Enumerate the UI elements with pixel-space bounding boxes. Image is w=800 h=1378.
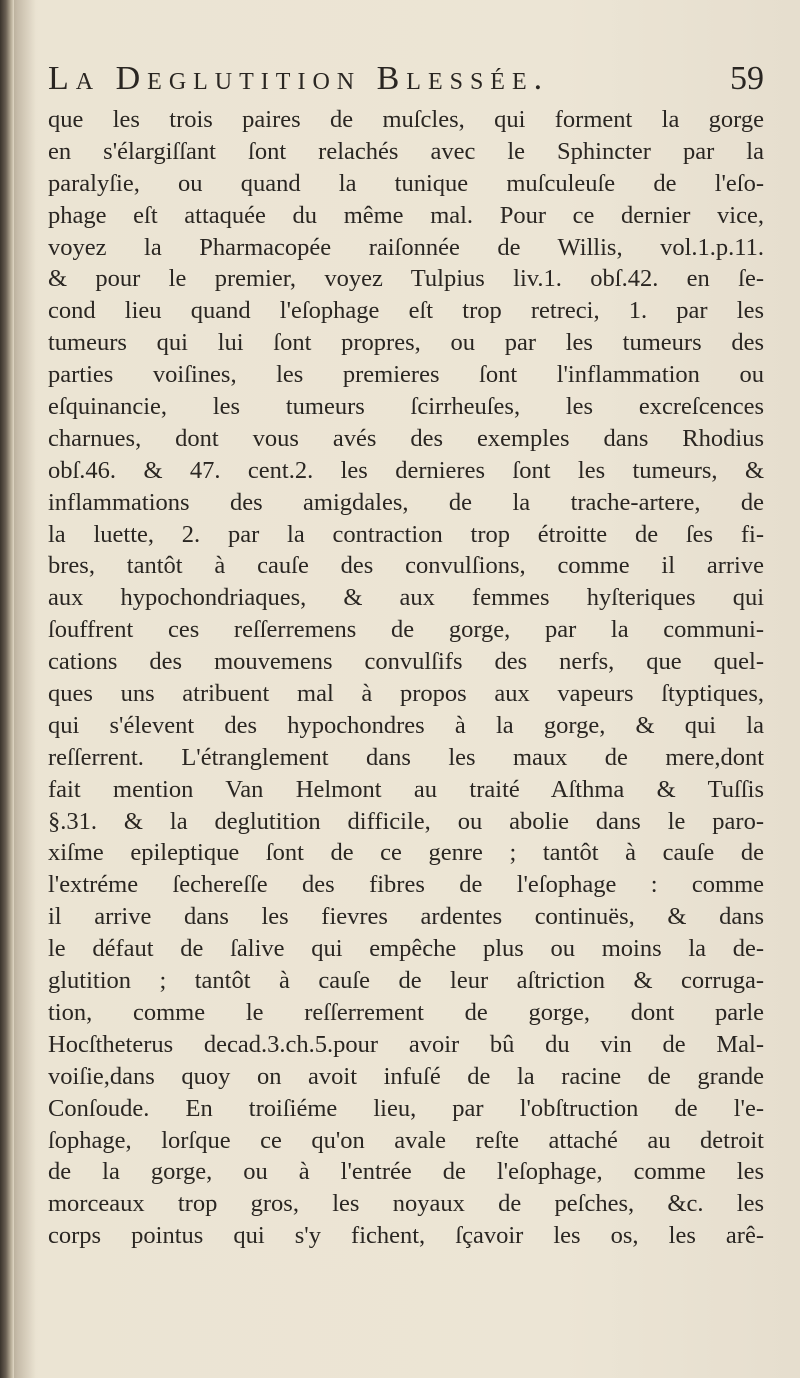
text-line: il arrive dans les fievres ardentes continuës, & dans: [48, 903, 764, 931]
text-line: le défaut de ſalive qui empêche plus ou moins la de-: [48, 935, 764, 963]
text-line: l'extréme ſechereſſe des fibres de l'eſophage : comme: [48, 871, 764, 899]
text-line: inflammations des amigdales, de la trache-artere, de: [48, 488, 764, 516]
text-line: en s'élargiſſant ſont relachés avec le Sphincter par la: [48, 137, 764, 165]
binding-edge: [0, 0, 14, 1378]
text-line: la luette, 2. par la contraction trop étroitte de ſes fi-: [48, 520, 764, 548]
text-line: obſ.46. & 47. cent.2. les dernieres ſont les tumeurs, &: [48, 456, 764, 484]
text-line: xiſme epileptique ſont de ce genre ; tantôt à cauſe de: [48, 839, 764, 867]
text-line: glutition ; tantôt à cauſe de leur aſtriction & corruga-: [48, 967, 764, 995]
text-line: Conſoude. En troiſiéme lieu, par l'obſtruction de l'e-: [48, 1094, 764, 1122]
text-line: charnues, dont vous avés des exemples dans Rhodius: [48, 424, 764, 452]
text-line: morceaux trop gros, les noyaux de peſches, &c. les: [48, 1190, 764, 1218]
text-line: tumeurs qui lui ſont propres, ou par les tumeurs des: [48, 329, 764, 357]
text-line: voyez la Pharmacopée raiſonnée de Willis, vol.1.p.11.: [48, 233, 764, 261]
text-line: qui s'élevent des hypochondres à la gorge, & qui la: [48, 711, 764, 739]
text-line: eſquinancie, les tumeurs ſcirrheuſes, les excreſcences: [48, 393, 764, 421]
spine-shadow: [14, 0, 36, 1378]
text-line: paralyſie, ou quand la tunique muſculeuſe de l'eſo-: [48, 169, 764, 197]
text-line: parties voiſines, les premieres ſont l'inflammation ou: [48, 361, 764, 389]
text-line: que les trois paires de muſcles, qui forment la gorge: [48, 106, 764, 133]
text-line: Hocſtheterus decad.3.ch.5.pour avoir bû du vin de Mal-: [48, 1030, 764, 1058]
text-line: cond lieu quand l'eſophage eſt trop retreci, 1. par les: [48, 297, 764, 325]
text-line: aux hypochondriaques, & aux femmes hyſteriques qui: [48, 584, 764, 612]
page-number: 59: [730, 60, 764, 97]
text-line: reſſerrent. L'étranglement dans les maux de mere,dont: [48, 743, 764, 771]
text-line: corps pointus qui s'y fichent, ſçavoir les os, les arê-: [48, 1222, 764, 1250]
text-line: bres, tantôt à cauſe des convulſions, comme il arrive: [48, 552, 764, 580]
text-line: & pour le premier, voyez Tulpius liv.1. obſ.42. en ſe-: [48, 265, 764, 293]
body-text: [48, 104, 764, 1252]
text-line: tion, comme le reſſerrement de gorge, dont parle: [48, 998, 764, 1026]
text-line: ſophage, lorſque ce qu'on avale reſte attaché au detroit: [48, 1126, 764, 1154]
text-line: ſouffrent ces reſſerremens de gorge, par la communi-: [48, 616, 764, 644]
text-line: fait mention Van Helmont au traité Aſthma & Tuſſis: [48, 775, 764, 803]
text-line: ques uns atribuent mal à propos aux vapeurs ſtyptiques,: [48, 680, 764, 708]
running-head: [48, 60, 764, 104]
text-line: §.31. & la deglutition difficile, ou abolie dans le paro-: [48, 807, 764, 835]
text-line: de la gorge, ou à l'entrée de l'eſophage, comme les: [48, 1158, 764, 1186]
running-title: La Deglutition Blessée.: [48, 60, 550, 97]
text-line: phage eſt attaquée du même mal. Pour ce dernier vice,: [48, 201, 764, 229]
text-line: voiſie,dans quoy on avoit infuſé de la racine de grande: [48, 1062, 764, 1090]
text-line: cations des mouvemens convulſifs des nerfs, que quel-: [48, 648, 764, 676]
